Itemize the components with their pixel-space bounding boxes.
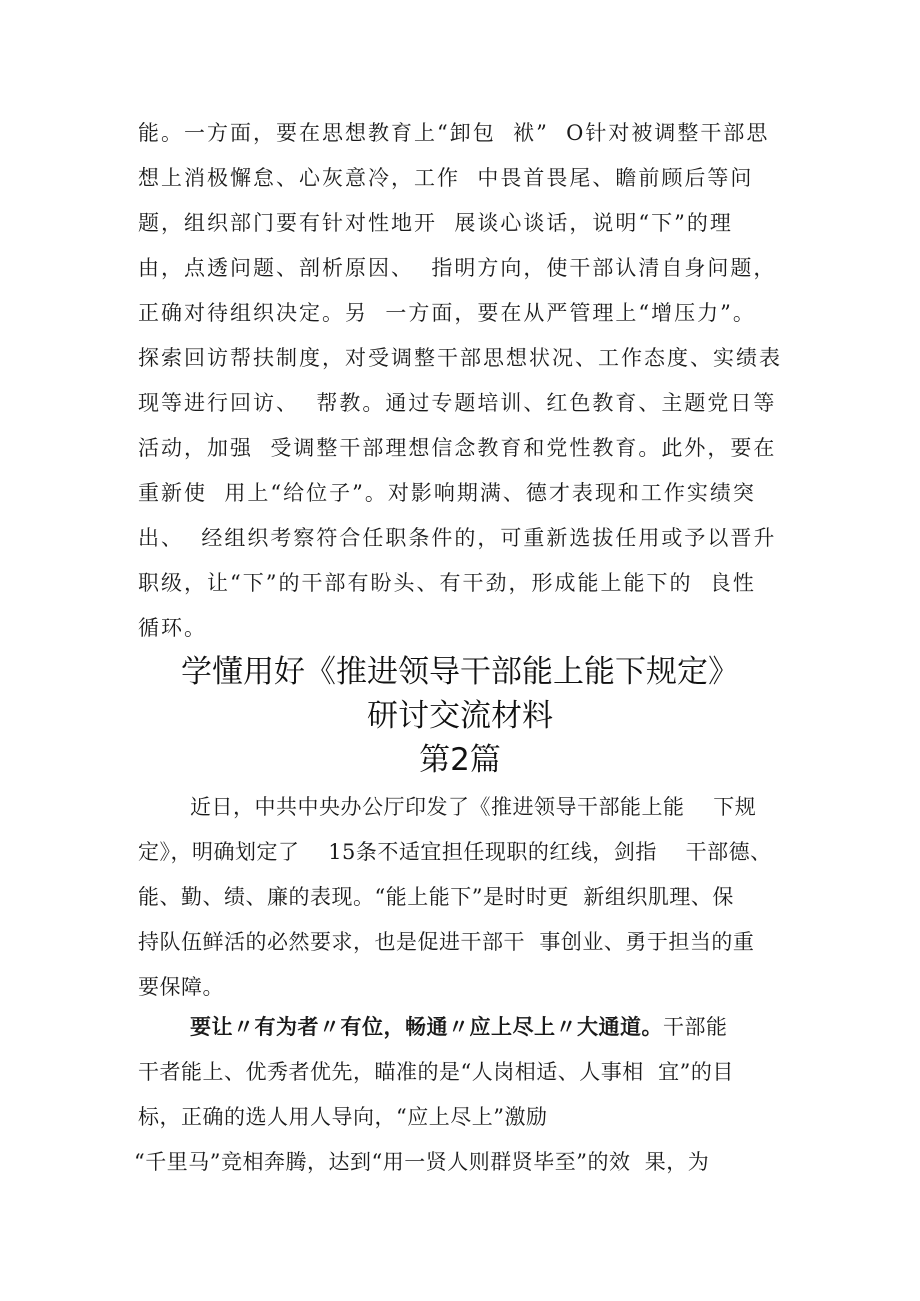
paragraph-line: “千里马”竞相奔腾，达到“用一贤人则群贤毕至”的效 果，为 [134, 1150, 710, 1174]
paragraph-line: 能、勤、绩、廉的表现。“能上能下”是时时更 新组织肌理、保 [138, 885, 734, 909]
paragraph-line: 近日，中共中央办公厅印发了《推进领导干部能上能 下规 [190, 795, 757, 819]
paragraph-line: 想上消极懈怠、心灰意冷，工作 中畏首畏尾、瞻前顾后等问 [138, 166, 754, 190]
document-title: 学懂用好《推进领导干部能上能下规定》 [181, 654, 739, 690]
paragraph-line: 现等进行回访、 帮教。通过专题培训、红色教育、主题党日等 [138, 391, 777, 415]
paragraph-line: 正确对待组织决定。另 一方面，要在从严管理上“增压力”。 [138, 301, 756, 325]
section-number: 第2篇 [419, 742, 501, 778]
paragraph-line: 持队伍鲜活的必然要求，也是促进干部干 事创业、勇于担当的重 [138, 930, 755, 954]
paragraph-line: 干者能上、优秀者优先，瞄准的是“人岗相适、人事相 宜”的目 [138, 1060, 734, 1084]
paragraph-line: 循环。 [138, 616, 207, 640]
paragraph-line: 重新使 用上“给位子”。对影响期满、德才表现和工作实绩突 [138, 481, 756, 505]
paragraph-lead: 干部能 [663, 1015, 728, 1039]
paragraph-line: 活动，加强 受调整干部理想信念教育和党性教育。此外，要在 [138, 436, 777, 460]
paragraph-line: 由，点透问题、剖析原因、 指明方向，使干部认清自身问题， [138, 256, 777, 280]
paragraph-line: 能。一方面，要在思想教育上“卸包 袱” O针对被调整干部思 [138, 121, 770, 145]
paragraph-line: 定》，明确划定了 15条不适宜担任现职的红线，剑指 干部德、 [138, 840, 772, 864]
paragraph-line: 标，正确的选人用人导向，“应上尽上”激励 [138, 1105, 548, 1129]
paragraph-first-line [190, 1012, 728, 1042]
paragraph-line: 题，组织部门要有针对性地开 展谈心谈话，说明“下”的理 [138, 211, 733, 235]
paragraph-line: 探索回访帮扶制度，对受调整干部思想状况、工作态度、实绩表 [138, 346, 782, 370]
paragraph-heading: 要让〃有为者〃有位，畅通〃应上尽上〃大通道。 [190, 1014, 663, 1039]
document-subtitle: 研讨交流材料 [367, 698, 553, 734]
paragraph-line: 职级，让“下”的干部有盼头、有干劲，形成能上能下的 良性 [138, 571, 756, 595]
paragraph-line: 出、 经组织考察符合任职条件的，可重新选拔任用或予以晋升 [138, 526, 777, 550]
paragraph-line: 要保障。 [138, 975, 224, 999]
